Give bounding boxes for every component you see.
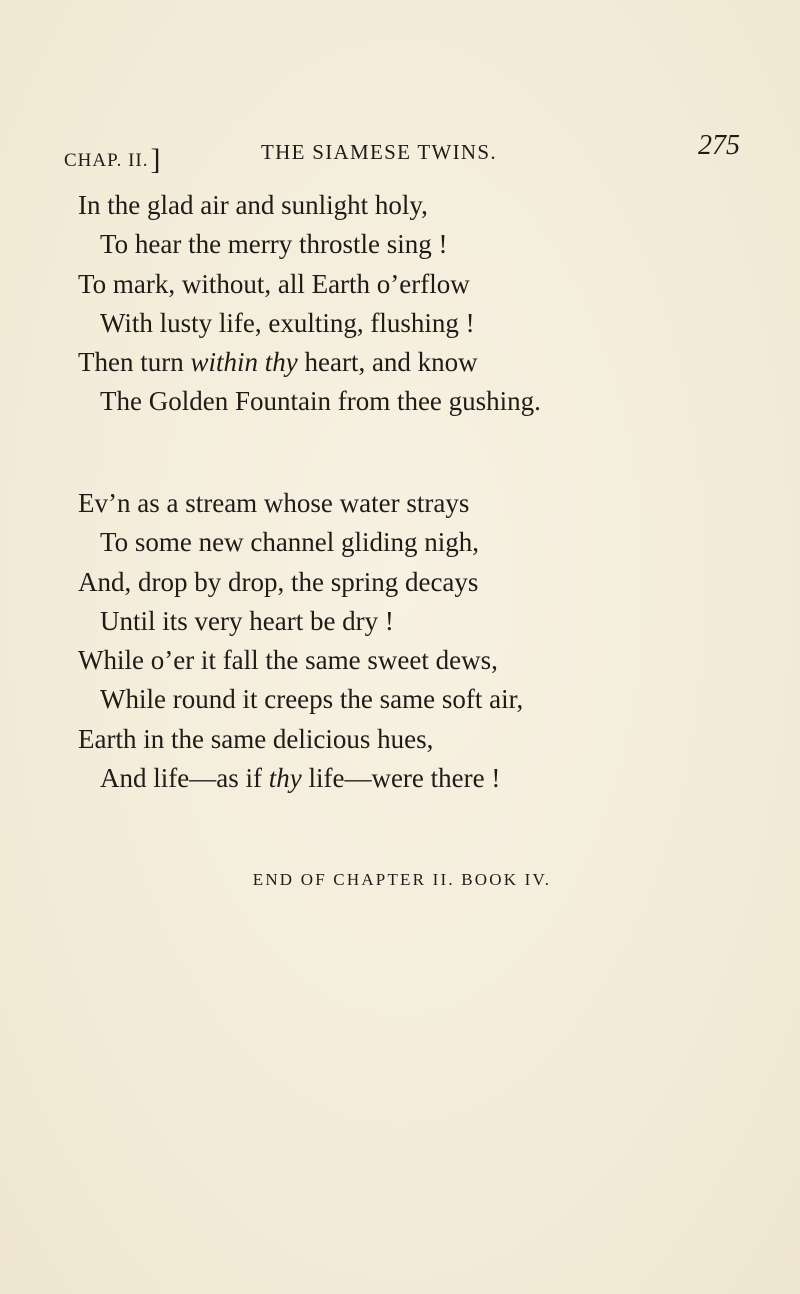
verse-line: With lusty life, exulting, flushing ! (100, 307, 475, 338)
chapter-bracket: ] (150, 143, 162, 176)
chapter-label: CHAP. II.] (64, 143, 162, 176)
end-of-chapter-note: END OF CHAPTER II. BOOK IV. (252, 870, 552, 889)
book-title: THE SIAMESE TWINS. (261, 140, 497, 164)
verse-line: While o’er it fall the same sweet dews, (78, 645, 498, 676)
verse-line: The Golden Fountain from thee gushing. (100, 386, 541, 417)
verse-line: Ev’n as a stream whose water strays (78, 488, 470, 518)
stanza-1 (78, 186, 541, 422)
verse-text: Then turn (78, 347, 191, 378)
verse-emphasis: thy (268, 763, 302, 794)
stanza-2 (78, 484, 523, 798)
running-head (64, 130, 740, 176)
verse-line (78, 343, 541, 382)
verse-line: And, drop by drop, the spring decays (78, 566, 479, 597)
verse-line: Until its very heart be dry ! (100, 605, 394, 636)
verse-text: heart, and know (297, 347, 478, 378)
verse-line: In the glad air and sunlight holy, (78, 190, 428, 220)
verse-line (78, 759, 523, 798)
verse-text: life—were there ! (301, 763, 501, 794)
verse-line: While round it creeps the same soft air, (100, 684, 524, 715)
verse-line: To some new channel gliding nigh, (100, 527, 480, 558)
verse-line: To mark, without, all Earth o’erflow (78, 268, 470, 299)
verse-line: Earth in the same delicious hues, (78, 723, 434, 754)
verse-emphasis: within thy (190, 347, 298, 378)
verse-line: To hear the merry throstle sing ! (100, 229, 448, 260)
verse-text: And life—as if (100, 763, 269, 794)
page-number: 275 (698, 130, 740, 161)
